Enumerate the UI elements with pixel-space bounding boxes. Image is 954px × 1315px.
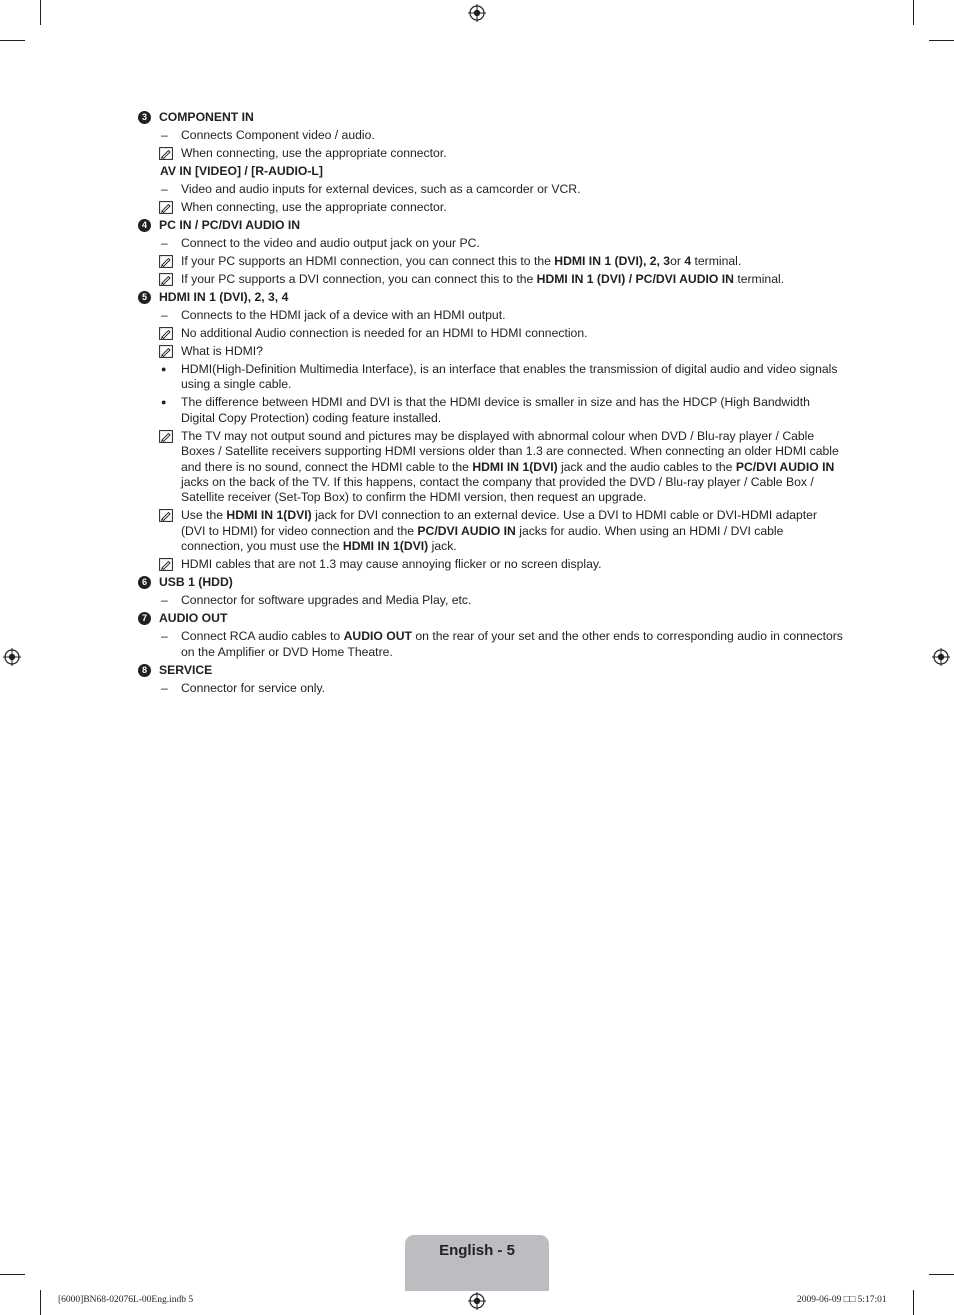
text-run: on the rear of your set and the other ends to corresponding audio in connectors on the Amplifier or DVD Home Theatre. [181, 629, 843, 659]
text-run: Connect RCA audio cables to [181, 629, 344, 644]
dash-item [138, 236, 844, 251]
page-number-label: English - 5 [439, 1242, 515, 1259]
section-number-badge: 3 [138, 111, 151, 124]
registration-mark-icon [932, 648, 950, 666]
item-text [181, 362, 844, 393]
dash-marker [159, 128, 181, 143]
manual-content [138, 110, 844, 696]
section-heading [138, 575, 844, 590]
text-run: HDMI cables that are not 1.3 may cause annoying flicker or no screen display. [181, 557, 602, 572]
print-slug-left: [6000]BN68-02076L-00Eng.indb 5 [58, 1295, 194, 1305]
dash-marker [159, 308, 181, 323]
text-run: Use the [181, 508, 227, 523]
text-run: terminal. [733, 272, 785, 286]
item-text [181, 200, 844, 215]
section-4 [138, 218, 844, 287]
text-run: If your PC supports a DVI connection, you can connect this to the [181, 272, 537, 286]
item-text [181, 681, 844, 696]
note-item [138, 344, 844, 359]
dash-marker [159, 593, 181, 608]
note-pencil-icon [159, 146, 181, 161]
note-item [138, 146, 844, 161]
section-title: USB 1 (HDD) [159, 575, 233, 590]
section-number-badge: 6 [138, 576, 151, 589]
item-text [181, 236, 844, 251]
item-text [181, 326, 844, 341]
section-heading [138, 290, 844, 305]
section-heading [138, 663, 844, 678]
note-item [138, 326, 844, 341]
section-title: HDMI IN 1 (DVI), 2, 3, 4 [159, 290, 289, 304]
text-run: jack and the audio cables to the [557, 459, 736, 474]
item-text [181, 308, 844, 323]
text-run: When connecting, use the appropriate connector. [181, 146, 447, 160]
item-text [181, 429, 844, 506]
item-text [181, 629, 844, 660]
dash-item [138, 593, 844, 608]
section-title: COMPONENT IN [159, 110, 254, 124]
crop-mark [913, 1290, 914, 1315]
crop-mark [929, 1274, 954, 1275]
bold-term: HDMI IN 1(DVI) [226, 508, 312, 523]
text-run: or [670, 254, 685, 268]
item-text [181, 557, 844, 572]
note-pencil-icon [159, 200, 181, 215]
section-heading [138, 611, 844, 626]
item-text [181, 272, 844, 287]
bold-term: PC/DVI AUDIO IN [417, 523, 516, 538]
section-title: PC IN / PC/DVI AUDIO IN [159, 218, 301, 232]
bold-term: HDMI IN 1(DVI) [342, 539, 429, 554]
section-number-badge: 5 [138, 291, 151, 304]
note-pencil-icon [159, 254, 181, 269]
subsection-title: AV IN [VIDEO] / [R-AUDIO-L] [160, 164, 323, 178]
bullet-item [138, 362, 844, 393]
item-text [181, 182, 844, 197]
bold-term: 4 [684, 254, 692, 268]
bold-term: AUDIO OUT [343, 629, 412, 644]
note-item [138, 200, 844, 215]
text-run: jack. [428, 539, 457, 554]
bold-term: HDMI IN 1 (DVI), 2, 3 [554, 254, 671, 268]
text-run: HDMI(High-Definition Multimedia Interface), is an interface that enables the transmission of digital audio and video signals using a single cable. [181, 362, 838, 392]
item-text [181, 508, 844, 554]
text-run: jacks on the back of the TV. If this happens, contact the company that provided the DVD / Blu-ray player / Cable Box / Satellite receiver (Set-Top Box) to confirm the HDMI version, then request an upgrade. [181, 475, 814, 505]
section-number-badge: 7 [138, 612, 151, 625]
section-title: SERVICE [159, 662, 213, 677]
section-heading [138, 218, 844, 233]
text-run: If your PC supports an HDMI connection, you can connect this to the [181, 254, 555, 268]
dash-item [138, 629, 844, 660]
dash-item [138, 182, 844, 197]
registration-mark-icon [3, 648, 21, 666]
bold-term: PC/DVI AUDIO IN [735, 459, 835, 474]
section-heading [138, 110, 844, 125]
bullet-icon [159, 395, 181, 410]
text-run: Connects Component video / audio. [181, 128, 375, 142]
note-item [138, 508, 844, 554]
item-text [181, 254, 844, 269]
text-run: terminal. [691, 254, 742, 268]
section-8 [138, 663, 844, 696]
dash-marker [159, 236, 181, 251]
item-text [181, 593, 844, 608]
note-pencil-icon [159, 344, 181, 359]
note-item [138, 272, 844, 287]
text-run: What is HDMI? [181, 344, 263, 358]
crop-mark [40, 1290, 41, 1315]
dash-marker [159, 681, 181, 696]
text-run: Connector for software upgrades and Media Play, etc. [181, 593, 472, 608]
dash-marker [159, 629, 181, 644]
bullet-item [138, 395, 844, 426]
note-pencil-icon [159, 326, 181, 341]
crop-mark [913, 0, 914, 25]
item-text [181, 146, 844, 161]
section-title: AUDIO OUT [159, 611, 228, 626]
text-run: Connector for service only. [181, 680, 326, 695]
text-run: jacks for audio. When using an HDMI / DVI cable connection, you must use the [181, 523, 784, 554]
bold-term: HDMI IN 1 (DVI) / PC/DVI AUDIO IN [536, 272, 734, 286]
text-run: Connects to the HDMI jack of a device with an HDMI output. [181, 308, 506, 322]
text-run: Video and audio inputs for external devices, such as a camcorder or VCR. [181, 182, 581, 196]
section-5 [138, 290, 844, 573]
text-run: The TV may not output sound and pictures may be displayed with abnormal colour when DVD / Blu-ray player / Cable Boxes / Satellite receivers supporting HDMI versions older than 1.3 are connected. When connecting an older HDMI cable and there is no sound, connect the HDMI cable to the [181, 428, 839, 474]
dash-item [138, 308, 844, 323]
note-pencil-icon [159, 429, 181, 444]
note-pencil-icon [159, 272, 181, 287]
item-text [181, 128, 844, 143]
dash-item [138, 128, 844, 143]
registration-mark-icon [468, 4, 486, 22]
registration-mark-icon [468, 1292, 486, 1310]
text-run: jack for DVI connection to an external device. Use a DVI to HDMI cable or DVI-HDMI adapter (DVI to HDMI) for video connection and the [181, 508, 818, 538]
item-text [181, 344, 844, 359]
note-pencil-icon [159, 508, 181, 523]
note-item [138, 429, 844, 506]
note-pencil-icon [159, 557, 181, 572]
item-text [181, 395, 844, 426]
bold-term: HDMI IN 1(DVI) [472, 459, 558, 474]
section-number-badge: 4 [138, 219, 151, 232]
print-slug-right: 2009-06-09 □□ 5:17:01 [797, 1295, 887, 1305]
text-run: No additional Audio connection is needed for an HDMI to HDMI connection. [181, 326, 588, 340]
bullet-icon [159, 362, 181, 377]
text-run: Connect to the video and audio output jack on your PC. [181, 236, 480, 250]
text-run: The difference between HDMI and DVI is that the HDMI device is smaller in size and has the HDCP (High Bandwidth Digital Copy Protection) coding feature installed. [181, 395, 810, 425]
section-7 [138, 611, 844, 660]
note-item [138, 254, 844, 269]
crop-mark [0, 40, 25, 41]
dash-marker [159, 182, 181, 197]
crop-mark [0, 1274, 25, 1275]
section-number-badge: 8 [138, 664, 151, 677]
crop-mark [40, 0, 41, 25]
crop-mark [929, 40, 954, 41]
dash-item [138, 681, 844, 696]
section-6 [138, 575, 844, 608]
note-item [138, 557, 844, 572]
section-3 [138, 110, 844, 215]
text-run: When connecting, use the appropriate connector. [181, 200, 447, 214]
